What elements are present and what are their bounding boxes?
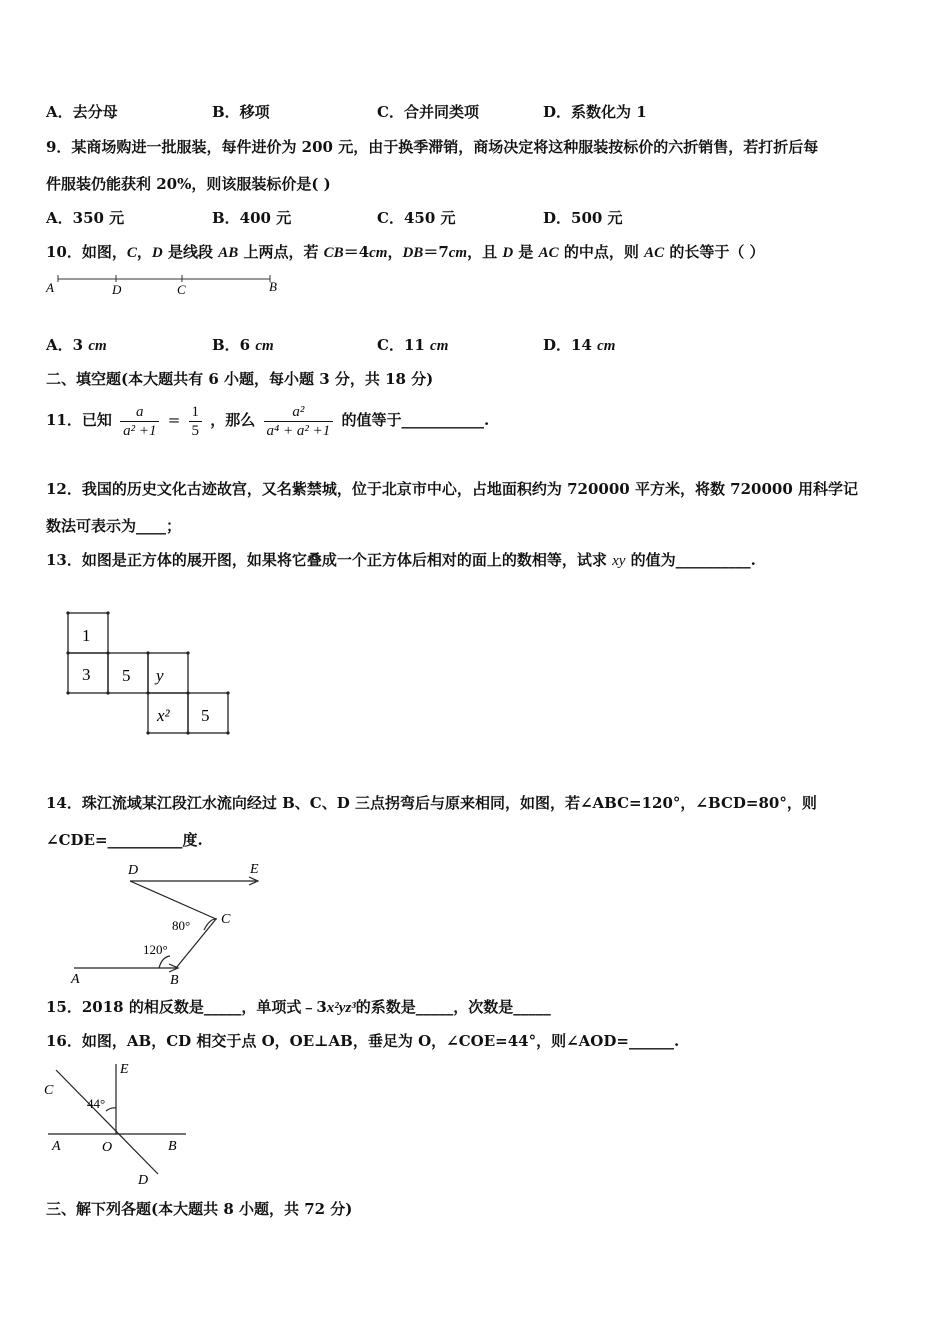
q9-option-b: B．400 元 bbox=[212, 209, 292, 227]
q10-option-b: B．6 cm bbox=[212, 336, 274, 354]
q14-angle-120: 120° bbox=[143, 942, 168, 957]
q13-cell-1: 1 bbox=[82, 626, 91, 645]
q15-stem: 15．2018 的相反数是_____，单项式﹣3x²yz³的系数是_____，次数是_____ bbox=[46, 998, 551, 1016]
q14-label-d: D bbox=[128, 863, 139, 878]
q9-line2: 件服装仍能获利 20%，则该服装标价是( ) bbox=[46, 175, 331, 193]
q11-stem: 11．已知 $\frac{a}{\text{a² +1}}$ = $\frac{1}{5}$ ，那么 $\frac{\text{a²}}{\text{a⁴ + a² +1}}$ 的值等于___________. bbox=[46, 403, 490, 439]
q16-stem: 16．如图，AB，CD 相交于点 O，OE⊥AB，垂足为 O，∠COE=44°，则∠AOD=______. bbox=[46, 1032, 680, 1050]
q8-option-a: A．去分母 bbox=[46, 103, 118, 121]
q13-stem: 13．如图是正方体的展开图，如果将它叠成一个正方体后相对的面上的数相等，试求 xy 的值为__________. bbox=[46, 551, 756, 569]
q16-label-a: A bbox=[52, 1139, 61, 1154]
q10-label-b: B bbox=[269, 279, 277, 294]
q10-segment-figure bbox=[44, 270, 284, 300]
q14-angle-80: 80° bbox=[172, 918, 191, 933]
q11-fraction-2: $\frac{1}{5}$ bbox=[189, 403, 203, 440]
q13-cell-5a: 5 bbox=[122, 666, 131, 685]
q11-fraction-3: $\frac{\text{a²}}{\text{a⁴ + a² +1}}$ bbox=[264, 403, 334, 440]
q16-label-e: E bbox=[120, 1062, 129, 1077]
section-3-heading: 三、解下列各题(本大题共 8 小题，共 72 分) bbox=[46, 1200, 353, 1218]
section-2-heading: 二、填空题(本大题共有 6 小题，每小题 3 分，共 18 分) bbox=[46, 370, 434, 388]
q8-option-b: B．移项 bbox=[212, 103, 270, 121]
q10-option-d: D．14 cm bbox=[543, 336, 616, 354]
q14-river-figure bbox=[66, 856, 276, 988]
q9-option-a: A．350 元 bbox=[46, 209, 125, 227]
q14-line1: 14．珠江流域某江段江水流向经过 B、C、D 三点拐弯后与原来相同，如图，若∠ABC=120°，∠BCD=80°，则 bbox=[46, 794, 817, 812]
q9-option-d: D．500 元 bbox=[543, 209, 623, 227]
q10-label-a: A bbox=[46, 280, 54, 295]
q9-line1: 9．某商场购进一批服装，每件进价为 200 元，由于换季滞销，商场决定将这种服装按标价的六折销售，若打折后每 bbox=[46, 138, 819, 156]
q14-label-b: B bbox=[170, 973, 179, 988]
q12-line2: 数法可表示为____； bbox=[46, 517, 182, 535]
q14-label-a: A bbox=[71, 972, 80, 987]
q12-line1: 12．我国的历史文化古迹故宫，又名紫禁城，位于北京市中心，占地面积约为 720000 平方米，将数 720000 用科学记 bbox=[46, 480, 859, 498]
q16-angle-44: 44° bbox=[87, 1096, 106, 1111]
q14-label-e: E bbox=[250, 862, 259, 877]
q13-cell-y: y bbox=[156, 666, 164, 685]
q16-label-d: D bbox=[138, 1173, 149, 1188]
q13-cube-net-figure bbox=[60, 606, 240, 738]
q16-intersecting-lines-figure bbox=[40, 1056, 190, 1188]
q13-cell-3: 3 bbox=[82, 665, 91, 684]
q13-cell-x2: x² bbox=[157, 706, 170, 725]
q11-fraction-1: $\frac{a}{\text{a² +1}}$ bbox=[120, 403, 159, 440]
q14-label-c: C bbox=[221, 912, 231, 927]
q14-line2: ∠CDE=__________度. bbox=[46, 831, 203, 849]
q9-option-c: C．450 元 bbox=[377, 209, 456, 227]
q10-label-d: D bbox=[112, 282, 122, 297]
q16-label-o: O bbox=[102, 1140, 113, 1155]
q8-option-c: C．合并同类项 bbox=[377, 103, 479, 121]
q10-stem: 10．如图，C，D 是线段 AB 上两点，若 CB＝4cm，DB＝7cm，且 D 是 AC 的中点，则 AC 的长等于（ ） bbox=[46, 243, 765, 261]
q16-label-b: B bbox=[168, 1139, 177, 1154]
q16-label-c: C bbox=[44, 1083, 54, 1098]
q13-cell-5b: 5 bbox=[201, 706, 210, 725]
q10-option-c: C．11 cm bbox=[377, 336, 449, 354]
q10-option-a: A．3 cm bbox=[46, 336, 107, 354]
q10-label-c: C bbox=[177, 282, 186, 297]
q8-option-d: D．系数化为 1 bbox=[543, 103, 647, 121]
